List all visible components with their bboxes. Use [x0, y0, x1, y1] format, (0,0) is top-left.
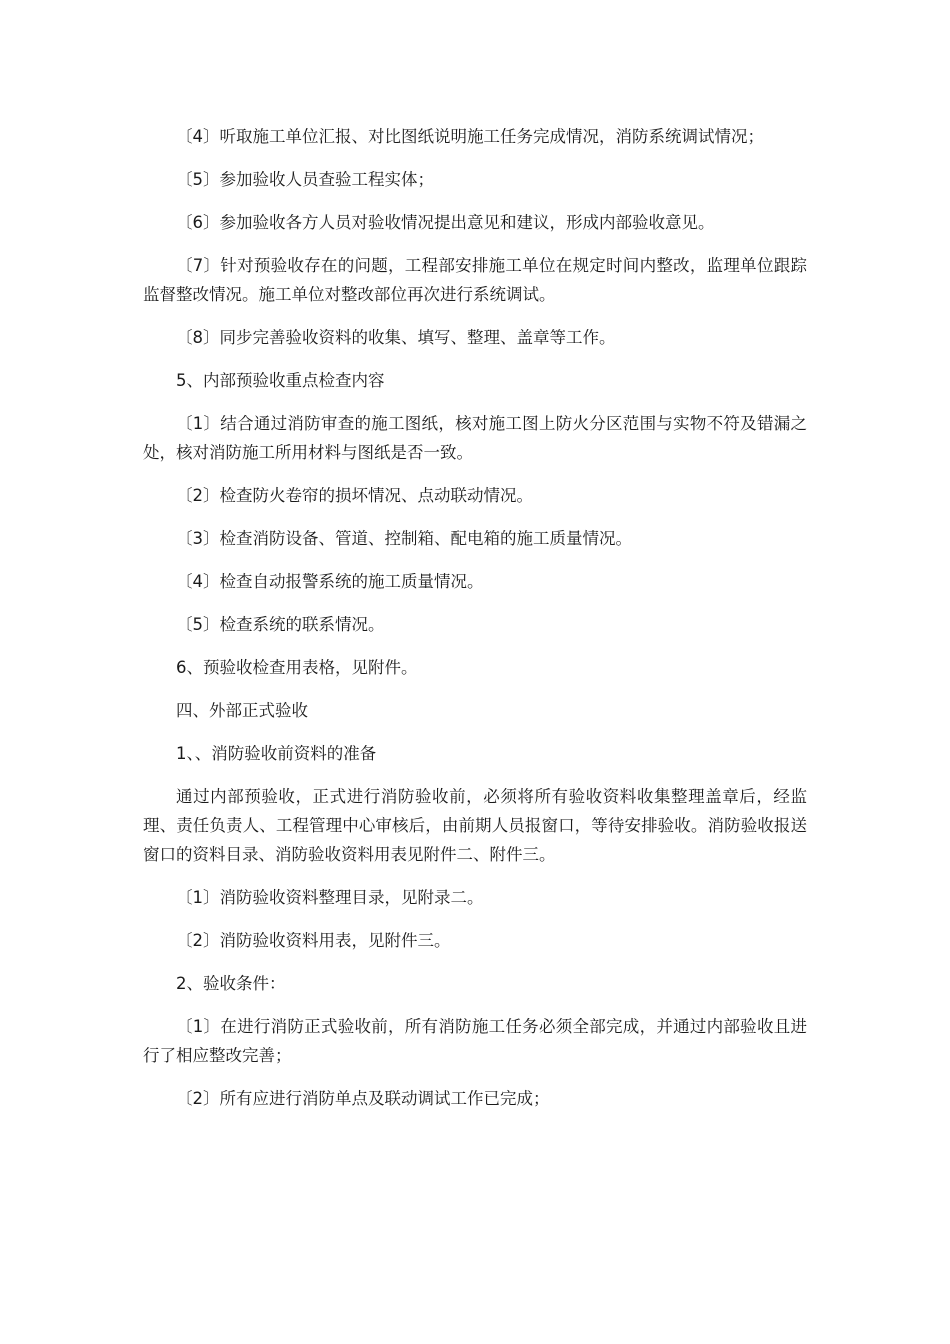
paragraph-check-4: 〔4〕检查自动报警系统的施工质量情况。	[176, 572, 484, 591]
chapter-heading-4: 四、外部正式验收	[176, 701, 308, 720]
section-heading-1: 1、、消防验收前资料的准备	[176, 744, 377, 763]
paragraph-condition-1: 〔1〕在进行消防正式验收前，所有消防施工任务必须全部完成，并通过内部验收且进行了相应整改完善；	[143, 1017, 807, 1065]
paragraph-doc-2: 〔2〕消防验收资料用表，见附件三。	[176, 931, 451, 950]
document-body	[143, 122, 807, 1127]
paragraph-item-4-report: 〔4〕听取施工单位汇报、对比图纸说明施工任务完成情况，消防系统调试情况；	[176, 127, 764, 146]
paragraph-check-5: 〔5〕检查系统的联系情况。	[176, 615, 385, 634]
paragraph-item-6-opinions: 〔6〕参加验收各方人员对验收情况提出意见和建议，形成内部验收意见。	[176, 213, 715, 232]
paragraph-check-3: 〔3〕检查消防设备、管道、控制箱、配电箱的施工质量情况。	[176, 529, 632, 548]
section-heading-5: 5、内部预验收重点检查内容	[176, 371, 385, 390]
paragraph-doc-1: 〔1〕消防验收资料整理目录，见附录二。	[176, 888, 484, 907]
paragraph-item-8-materials: 〔8〕同步完善验收资料的收集、填写、整理、盖章等工作。	[176, 328, 616, 347]
section-heading-6: 6、预验收检查用表格，见附件。	[176, 658, 418, 677]
paragraph-body-submission: 通过内部预验收，正式进行消防验收前，必须将所有验收资料收集整理盖章后，经监理、责任负责人、工程管理中心审核后，由前期人员报窗口，等待安排验收。消防验收报送窗口的资料目录、消防验收资料用表见附件二、附件三。	[143, 787, 807, 864]
paragraph-condition-2: 〔2〕所有应进行消防单点及联动调试工作已完成；	[176, 1089, 550, 1108]
paragraph-check-2: 〔2〕检查防火卷帘的损坏情况、点动联动情况。	[176, 486, 533, 505]
paragraph-check-1: 〔1〕结合通过消防审查的施工图纸，核对施工图上防火分区范围与实物不符及错漏之处，核对消防施工所用材料与图纸是否一致。	[143, 414, 807, 462]
paragraph-item-5-inspect: 〔5〕参加验收人员查验工程实体；	[176, 170, 434, 189]
section-heading-2: 2、验收条件：	[176, 974, 286, 993]
paragraph-item-7-rectify: 〔7〕针对预验收存在的问题，工程部安排施工单位在规定时间内整改，监理单位跟踪监督整改情况。施工单位对整改部位再次进行系统调试。	[143, 256, 807, 304]
